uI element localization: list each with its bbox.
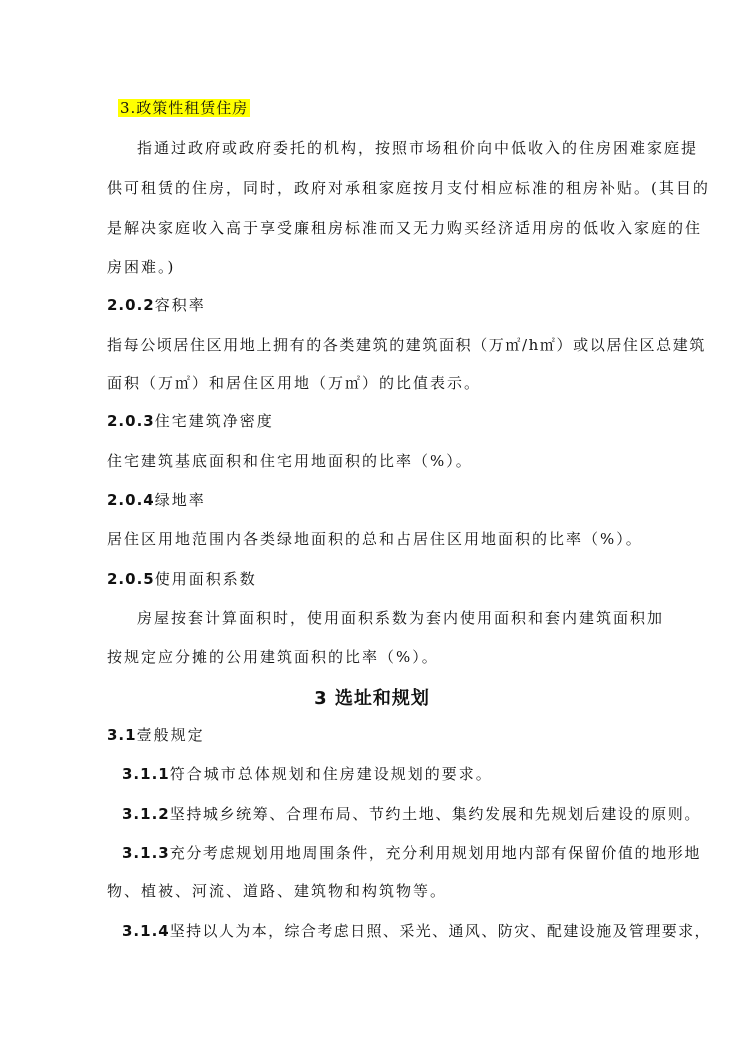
clause-heading	[107, 489, 206, 510]
clause-text: 充分考虑规划用地周围条件，充分利用规划用地内部有保留价值的地形地	[169, 844, 701, 862]
chapter-title: 3 选址和规划	[314, 688, 430, 709]
clause-number: 2.0.2	[107, 296, 155, 314]
clause-line	[122, 763, 493, 784]
clause-number: 3.1	[107, 726, 137, 744]
clause-title: 使用面积系数	[154, 570, 257, 588]
paragraph-line: 居住区用地范围内各类绿地面积的总和占居住区用地面积的比率（%）。	[107, 530, 643, 548]
clause-line	[122, 920, 711, 941]
clause-number: 2.0.5	[107, 570, 155, 588]
clause-title: 住宅建筑净密度	[154, 412, 274, 430]
clause-title: 容积率	[154, 296, 206, 314]
paragraph-line: 面积（万㎡）和居住区用地（万㎡）的比值表示。	[107, 374, 482, 392]
paragraph-line: 房困难。)	[107, 258, 176, 276]
section-title: 3.政策性租赁住房	[120, 99, 249, 117]
clause-title: 绿地率	[154, 491, 206, 509]
clause-number: 2.0.4	[107, 491, 155, 509]
clause-number: 3.1.2	[122, 805, 170, 823]
paragraph-line: 供可租赁的住房，同时，政府对承租家庭按月支付相应标准的租房补贴。(其目的	[107, 179, 710, 197]
section-heading	[118, 97, 250, 118]
clause-number: 2.0.3	[107, 412, 155, 430]
clause-line	[122, 803, 701, 824]
clause-heading	[107, 410, 274, 431]
clause-title: 壹般规定	[136, 726, 205, 744]
clause-number: 3.1.3	[122, 844, 170, 862]
paragraph-line: 住宅建筑基底面积和住宅用地面积的比率（%）。	[107, 452, 473, 470]
clause-text: 坚持以人为本，综合考虑日照、采光、通风、防灾、配建设施及管理要求，	[169, 922, 711, 940]
clause-line	[122, 842, 701, 863]
clause-heading	[107, 568, 257, 589]
paragraph-line: 物、植被、河流、道路、建筑物和构筑物等。	[107, 882, 448, 900]
paragraph-line: 房屋按套计算面积时，使用面积系数为套内使用面积和套内建筑面积加	[137, 609, 665, 627]
clause-number: 3.1.4	[122, 922, 170, 940]
paragraph-line: 指通过政府或政府委托的机构，按照市场租价向中低收入的住房困难家庭提	[137, 139, 699, 157]
paragraph-line: 是解决家庭收入高于享受廉租房标准而又无力购买经济适用房的低收入家庭的住	[107, 219, 703, 237]
clause-heading	[107, 724, 205, 745]
paragraph-line: 指每公顷居住区用地上拥有的各类建筑的建筑面积（万㎡/h㎡）或以居住区总建筑	[107, 336, 706, 354]
clause-text: 坚持城乡统筹、合理布局、节约土地、集约发展和先规划后建设的原则。	[169, 805, 701, 823]
clause-text: 符合城市总体规划和住房建设规划的要求。	[169, 765, 493, 783]
paragraph-line: 按规定应分摊的公用建筑面积的比率（%）。	[107, 648, 439, 666]
clause-heading	[107, 294, 206, 315]
clause-number: 3.1.1	[122, 765, 170, 783]
